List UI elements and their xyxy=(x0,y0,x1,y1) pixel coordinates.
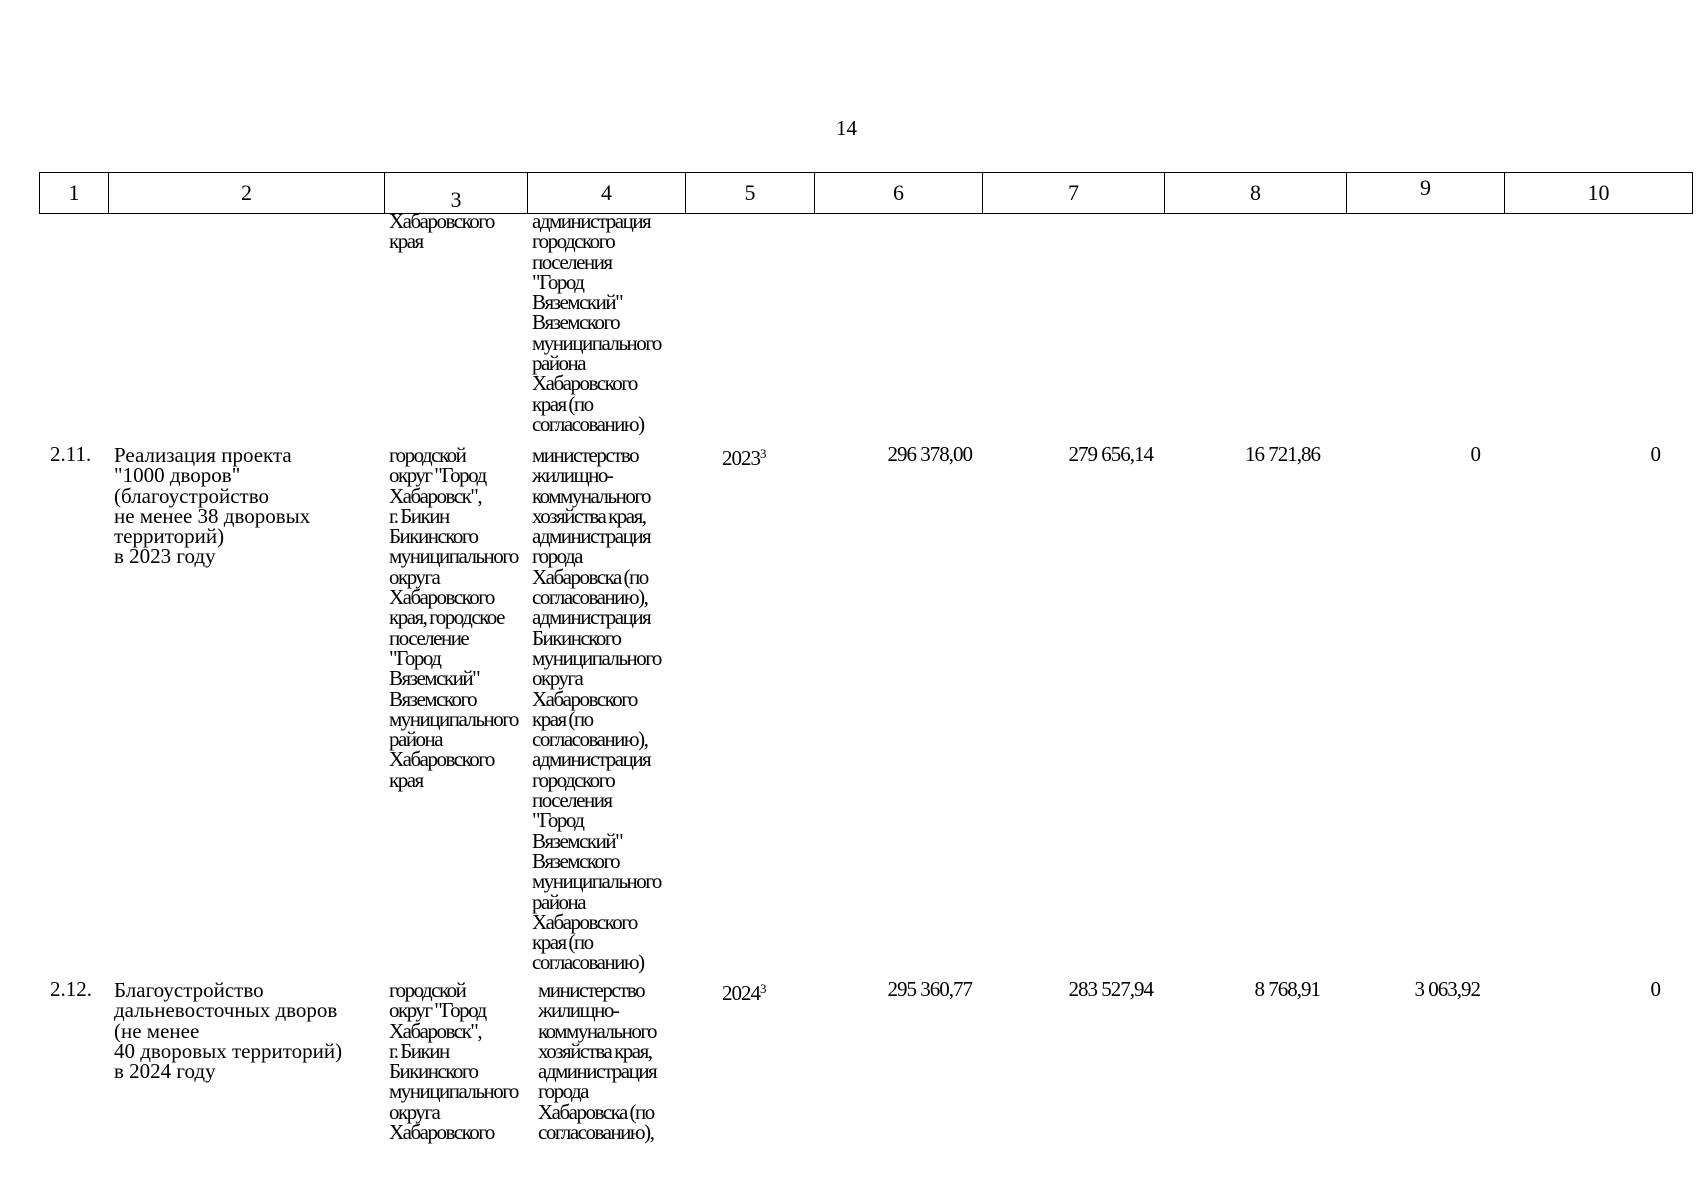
row-name: Благоустройство дальневосточных дворов (не менее 40 дворовых территорий) в 2024 году xyxy=(114,978,343,1084)
continuation-executors: администрация городского поселения "Город Вяземский" Вяземского муниципального района Хабаровского края (по согласованию) xyxy=(532,209,661,436)
row-col8-value: 16 721,86 xyxy=(1245,442,1320,466)
row-territory: городской округ "Город Хабаровск", г. Бикин Бикинского муниципального округа Хабаровского края, городское поселение "Город Вяземский" Вяземского муниципального района Хабаровского края xyxy=(389,443,518,792)
row-col10-value: 0 xyxy=(1650,442,1660,466)
row-col7-value: 283 527,94 xyxy=(1068,977,1153,1001)
header-col-9: 9 xyxy=(1347,173,1505,214)
row-number: 2.12. xyxy=(50,977,92,1001)
row-col7-value: 279 656,14 xyxy=(1068,442,1153,466)
continuation-territory: Хабаровского края xyxy=(389,209,494,254)
header-col-2: 2 xyxy=(109,173,385,214)
row-col8-value: 8 768,91 xyxy=(1254,977,1320,1001)
row-year: 2023$^3$ xyxy=(722,446,767,470)
header-col-6: 6 xyxy=(815,173,983,214)
header-col-8: 8 xyxy=(1165,173,1347,214)
header-col-7: 7 xyxy=(983,173,1165,214)
table-header xyxy=(39,172,1693,214)
year-footnote: 3 xyxy=(760,981,767,996)
row-total: 295 360,77 xyxy=(887,977,972,1001)
header-col-10: 10 xyxy=(1505,173,1693,214)
header-col-4: 4 xyxy=(528,173,686,214)
header-col-1: 1 xyxy=(40,173,109,214)
header-col-3: 3 xyxy=(385,173,528,214)
row-col9-value: 3 063,92 xyxy=(1414,977,1480,1001)
header-col-5: 5 xyxy=(686,173,815,214)
row-year: 2024$^3$ xyxy=(722,981,767,1005)
row-name: Реализация проекта "1000 дворов" (благоустройство не менее 38 дворовых территорий) в 2023 году xyxy=(114,443,311,569)
row-total: 296 378,00 xyxy=(887,442,972,466)
year-footnote: 3 xyxy=(760,446,767,461)
row-territory: городской округ "Город Хабаровск", г. Бикин Бикинского муниципального округа Хабаровского xyxy=(389,978,518,1145)
row-col10-value: 0 xyxy=(1650,977,1660,1001)
row-col9-value: 0 xyxy=(1470,442,1480,466)
row-executors: министерство жилищно- коммунального хозяйства края, администрация города Хабаровска (по согласованию), xyxy=(538,978,657,1145)
page-number: 14 xyxy=(836,116,857,140)
row-number: 2.11. xyxy=(50,442,92,466)
row-executors: министерство жилищно- коммунального хозяйства края, администрация города Хабаровска (по согласованию), администрация Бикинского муниципального округа Хабаровского края (по согласованию), администрация городского поселения "Город Вяземский" Вяземского муниципального района Хабаровского края (по согласованию) xyxy=(532,443,661,975)
